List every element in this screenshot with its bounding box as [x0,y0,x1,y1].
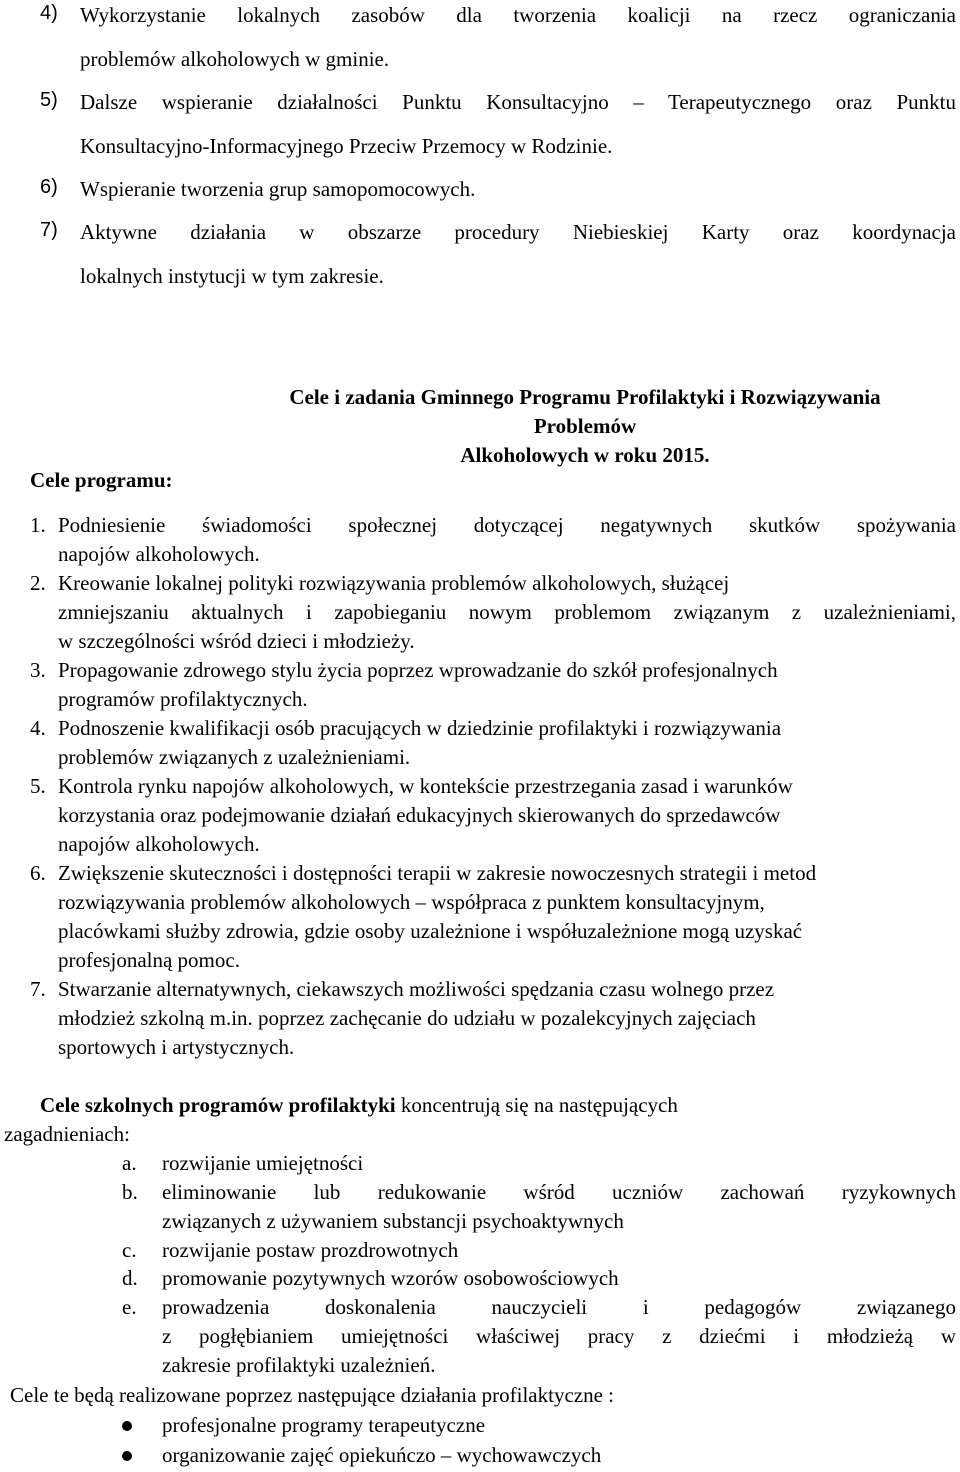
intro-item-line: problemów alkoholowych w gminie. [80,47,390,71]
goal-line: Podnoszenie kwalifikacji osób pracujących w dziedzinie profilaktyki i rozwiązywania [58,716,782,740]
goal-line: napojów alkoholowych. [58,832,260,856]
school-item-letter: e. [122,1295,137,1319]
goal-line: Kreowanie lokalnej polityki rozwiązywania problemów alkoholowych, służącej [58,571,730,595]
goal-number: 1. [30,513,46,537]
school-item-d [122,1264,956,1293]
school-section-intro [40,1091,956,1120]
cele-programu-label: Cele programu: [30,468,173,492]
goal-item-6 [30,859,956,975]
bullet-item-text: profesjonalne programy terapeutyczne [162,1413,486,1437]
intro-item-line: Dalsze wspieranie działalności Punktu Konsultacyjno – Terapeutycznego oraz Punktu [80,90,956,114]
school-item-a [122,1149,956,1178]
section-heading-line: Cele i zadania Gminnego Programu Profilaktyki i Rozwiązywania Problemów [289,385,881,438]
actions-intro: Cele te będą realizowane poprzez następujące działania profilaktyczne : [10,1383,615,1407]
goal-line: młodzież szkolną m.in. poprzez zachęcanie do udziału w pozalekcyjnych zajęciach [58,1006,756,1030]
goal-number: 2. [30,571,46,595]
goal-line: programów profilaktycznych. [58,687,308,711]
goal-line: rozwiązywania problemów alkoholowych – współpraca z punktem konsultacyjnym, [58,890,765,914]
goal-number: 3. [30,658,46,682]
goal-item-4 [30,714,956,772]
goal-line: Propagowanie zdrowego stylu życia poprzez wprowadzanie do szkół profesjonalnych [58,658,778,682]
school-item-b [122,1178,956,1236]
goal-line: sportowych i artystycznych. [58,1035,295,1059]
goal-item-5 [30,772,956,859]
school-item-line: eliminowanie lub redukowanie wśród uczniów zachowań ryzykownych [162,1180,956,1204]
intro-item-line: Konsultacyjno-Informacyjnego Przeciw Przemocy w Rodzinie. [80,134,613,158]
intro-item-number: 6) [40,176,58,198]
school-item-line: zakresie profilaktyki uzależnień. [162,1353,436,1377]
school-section-lead-rest: koncentrują się na następujących [395,1093,678,1117]
section-heading [240,383,930,470]
school-item-e [122,1293,956,1380]
goal-number: 6. [30,861,46,885]
goal-item-1 [30,511,956,569]
goal-number: 4. [30,716,46,740]
bullet-item-1 [122,1411,485,1440]
goal-item-7 [30,975,956,1062]
school-item-line: związanych z używaniem substancji psychoaktywnych [162,1209,624,1233]
intro-item-number: 5) [40,89,58,111]
goal-number: 5. [30,774,46,798]
intro-item-line: Wspieranie tworzenia grup samopomocowych. [80,177,476,201]
school-section-intro-line2: zagadnieniach: [4,1122,130,1146]
school-item-line: promowanie pozytywnych wzorów osobowościowych [162,1266,619,1290]
intro-item-line: Wykorzystanie lokalnych zasobów dla tworzenia koalicji na rzecz ograniczania [80,3,956,27]
goal-line: napojów alkoholowych. [58,542,260,566]
section-heading-line: Alkoholowych w roku 2015. [460,443,710,467]
goal-line: w szczególności wśród dzieci i młodzieży. [58,629,415,653]
bullet-item-text: organizowanie zajęć opiekuńczo – wychowawczych [162,1443,602,1467]
intro-item-line: lokalnych instytucji w tym zakresie. [80,264,384,288]
school-item-line: prowadzenia doskonalenia nauczycieli i pedagogów związanego [162,1295,956,1319]
school-item-line: z pogłębianiem umiejętności właściwej pracy z dziećmi i młodzieżą w [162,1324,956,1348]
school-item-letter: c. [122,1238,137,1262]
school-item-letter: a. [122,1151,137,1175]
goal-item-3 [30,656,956,714]
bullet-item-2 [122,1441,601,1470]
bullet-dot-icon [122,1451,132,1461]
school-item-line: rozwijanie umiejętności [162,1151,364,1175]
goal-number: 7. [30,977,46,1001]
goal-line: placówkami służby zdrowia, gdzie osoby uzależnione i współuzależnione mogą uzyskać [58,919,803,943]
intro-item-line: Aktywne działania w obszarze procedury Niebieskiej Karty oraz koordynacja [80,220,956,244]
school-item-letter: b. [122,1180,138,1204]
goal-line: problemów związanych z uzależnieniami. [58,745,411,769]
goal-line: Zwiększenie skuteczności i dostępności terapii w zakresie nowoczesnych strategii i metod [58,861,817,885]
goal-item-2 [30,569,956,656]
school-section-bold-lead: Cele szkolnych programów profilaktyki [40,1093,396,1117]
intro-item-number: 4) [40,2,58,24]
goal-line: zmniejszaniu aktualnych i zapobieganiu nowym problemom związanym z uzależnieniami, [58,600,956,624]
school-item-c [122,1236,956,1265]
school-item-line: rozwijanie postaw prozdrowotnych [162,1238,459,1262]
intro-item-number: 7) [40,219,58,241]
goal-line: korzystania oraz podejmowanie działań edukacyjnych skierowanych do sprzedawców [58,803,781,827]
bullet-dot-icon [122,1421,132,1431]
school-item-letter: d. [122,1266,138,1290]
goal-line: Kontrola rynku napojów alkoholowych, w kontekście przestrzegania zasad i warunków [58,774,793,798]
goal-line: Stwarzanie alternatywnych, ciekawszych możliwości spędzania czasu wolnego przez [58,977,775,1001]
goal-line: profesjonalną pomoc. [58,948,240,972]
goal-line: Podniesienie świadomości społecznej dotyczącej negatywnych skutków spożywania [58,513,956,537]
